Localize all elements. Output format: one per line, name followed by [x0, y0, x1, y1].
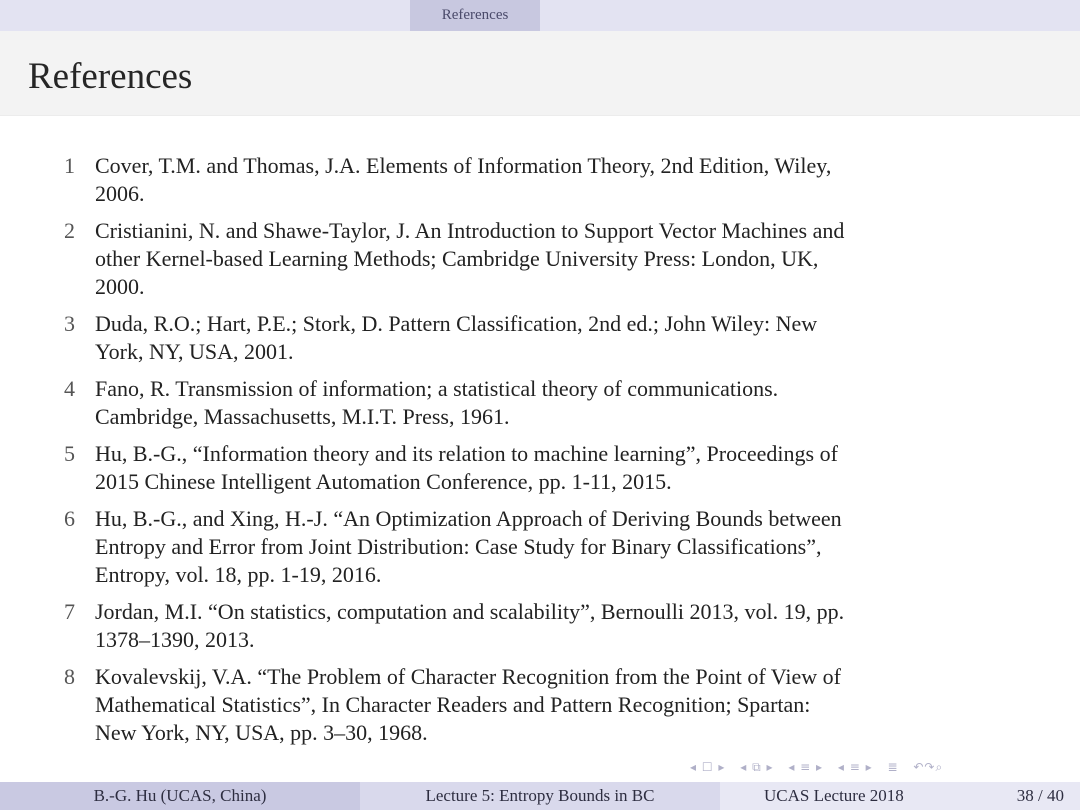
page-number: 38 / 40 — [1016, 786, 1064, 805]
reference-text-line: Hu, B.-G., “Information theory and its relation to machine learning”, Proceedings of — [95, 441, 838, 466]
slide-navigation-controls — [690, 760, 953, 778]
reference-number: 4 — [64, 376, 75, 401]
reference-item — [0, 375, 1080, 431]
reference-text-line: Duda, R.O.; Hart, P.E.; Stork, D. Pattern Classification, 2nd ed.; John Wiley: New — [95, 311, 818, 336]
menu-icon[interactable]: ≣ — [887, 760, 899, 774]
frame-navigation-icon[interactable]: ◂ ☐ ▸ — [690, 760, 726, 774]
frame-title: References — [28, 56, 193, 97]
reference-number: 3 — [64, 311, 75, 336]
reference-number: 6 — [64, 506, 75, 531]
reference-text-line: 1378–1390, 2013. — [95, 627, 255, 652]
reference-number: 8 — [64, 664, 75, 689]
reference-number: 7 — [64, 599, 75, 624]
frame-title-bar — [0, 31, 1080, 116]
reference-text-line: Cambridge, Massachusetts, M.I.T. Press, 1961. — [95, 404, 510, 429]
reference-item — [0, 217, 1080, 301]
reference-item — [0, 310, 1080, 366]
footer-author: B.-G. Hu (UCAS, China) — [0, 782, 360, 810]
reference-number: 5 — [64, 441, 75, 466]
reference-text-line: Hu, B.-G., and Xing, H.-J. “An Optimization Approach of Deriving Bounds between — [95, 506, 842, 531]
footer-info — [720, 782, 1080, 810]
nav-section-references[interactable]: References — [410, 0, 540, 31]
reference-text-line: New York, NY, USA, pp. 3–30, 1968. — [95, 720, 428, 745]
reference-text-line: York, NY, USA, 2001. — [95, 339, 294, 364]
document-navigation-icon[interactable]: ◂ ≡ ▸ — [837, 760, 873, 774]
reference-text-line: Kovalevskij, V.A. “The Problem of Character Recognition from the Point of View of — [95, 664, 841, 689]
reference-text-line: Cover, T.M. and Thomas, J.A. Elements of Information Theory, 2nd Edition, Wiley, — [95, 153, 832, 178]
reference-item — [0, 663, 1080, 747]
subsection-navigation-icon[interactable]: ◂ ⧉ ▸ — [740, 760, 774, 774]
reference-item — [0, 152, 1080, 208]
reference-text-line: Fano, R. Transmission of information; a statistical theory of communications. — [95, 376, 779, 401]
reference-text-line: Jordan, M.I. “On statistics, computation and scalability”, Bernoulli 2013, vol. 19, pp. — [95, 599, 845, 624]
section-navigation-icon[interactable]: ◂ ≡ ▸ — [788, 760, 824, 774]
reference-item — [0, 598, 1080, 654]
reference-text-line: 2006. — [95, 181, 145, 206]
reference-text-line: Entropy and Error from Joint Distribution: Case Study for Binary Classifications”, — [95, 534, 822, 559]
reference-text-line: Entropy, vol. 18, pp. 1-19, 2016. — [95, 562, 382, 587]
footer-short-title: UCAS Lecture 2018 — [764, 786, 904, 805]
footer-lecture-title: Lecture 5: Entropy Bounds in BC — [360, 782, 720, 810]
reference-text-line: 2015 Chinese Intelligent Automation Conference, pp. 1-11, 2015. — [95, 469, 672, 494]
reference-number: 2 — [64, 218, 75, 243]
footer-bar — [0, 782, 1080, 810]
reference-list — [0, 152, 1080, 756]
reference-item — [0, 505, 1080, 589]
reference-text-line: 2000. — [95, 274, 145, 299]
reference-text-line: Mathematical Statistics”, In Character Readers and Pattern Recognition; Spartan: — [95, 692, 811, 717]
search-zoom-icon[interactable]: ↶↷⌕ — [913, 760, 944, 774]
reference-number: 1 — [64, 153, 75, 178]
reference-item — [0, 440, 1080, 496]
reference-text-line: other Kernel-based Learning Methods; Cambridge University Press: London, UK, — [95, 246, 819, 271]
reference-text-line: Cristianini, N. and Shawe-Taylor, J. An Introduction to Support Vector Machines and — [95, 218, 845, 243]
section-navigation-bar — [0, 0, 1080, 31]
